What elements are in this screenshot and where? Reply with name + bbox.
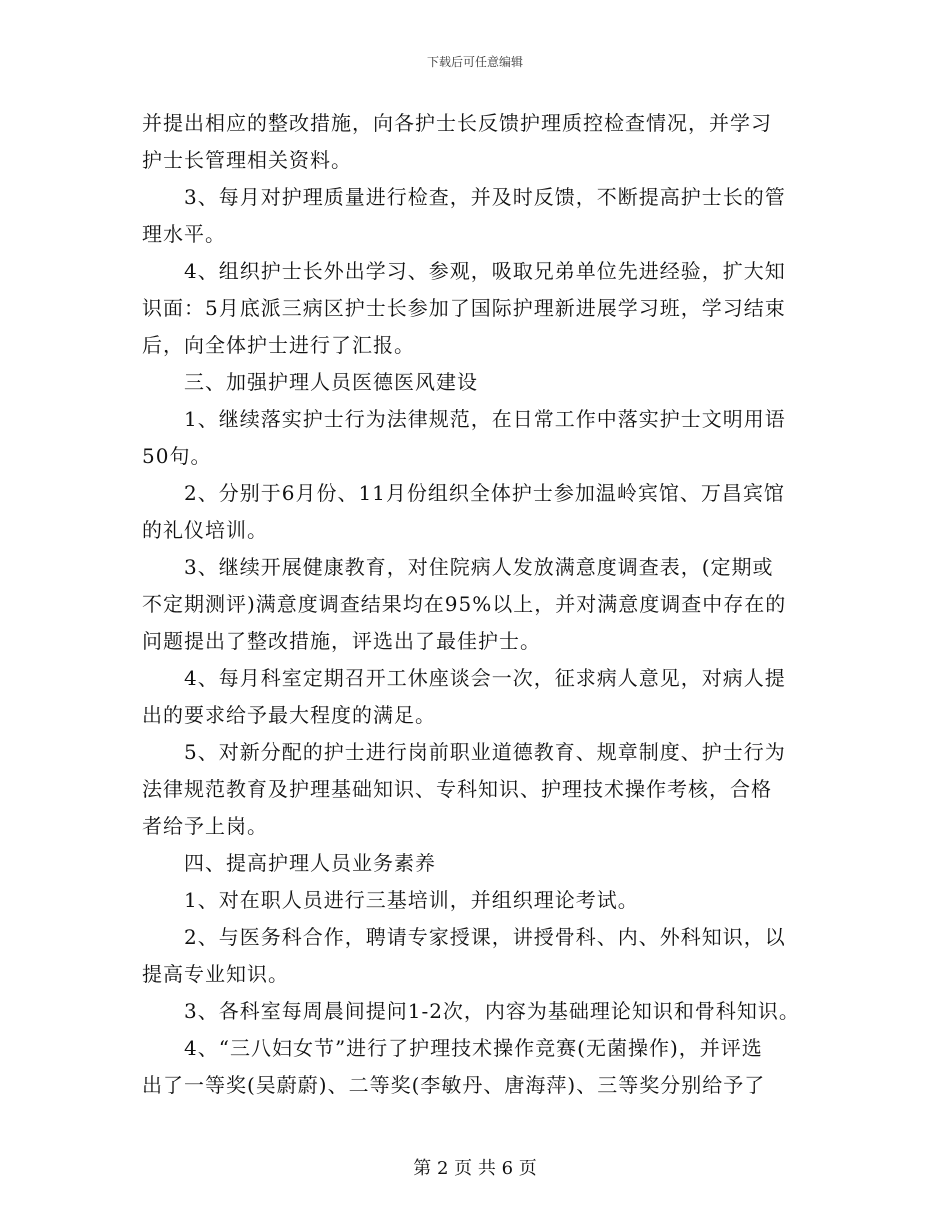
- text-line: 三、加强护理人员医德医风建设: [184, 370, 478, 394]
- text-line: 1、对在职人员进行三基培训，并组织理论考试。: [184, 888, 639, 912]
- text-line: 3、各科室每周晨间提问1-2次，内容为基础理论知识和骨科知识。: [184, 999, 800, 1023]
- text-line: 四、提高护理人员业务素养: [184, 851, 436, 875]
- text-line: 后，向全体护士进行了汇报。: [142, 333, 415, 357]
- document-body: [142, 105, 822, 1104]
- text-line: 提高专业知识。: [142, 962, 289, 986]
- text-line: 3、每月对护理质量进行检查，并及时反馈，不断提高护士长的管: [184, 185, 786, 209]
- text-line: 4、“三八妇女节”进行了护理技术操作竞赛(无菌操作)，并评选: [184, 1036, 763, 1060]
- text-line: 者给予上岗。: [142, 814, 268, 838]
- text-line: 出的要求给予最大程度的满足。: [142, 703, 436, 727]
- page-number: 第 2 页 共 6 页: [413, 1158, 537, 1179]
- text-line: 50句。: [142, 444, 212, 468]
- text-line: 5、对新分配的护士进行岗前职业道德教育、规章制度、护士行为: [184, 740, 786, 764]
- text-line: 并提出相应的整改措施，向各护士长反馈护理质控检查情况，并学习: [142, 111, 772, 135]
- text-line: 法律规范教育及护理基础知识、专科知识、护理技术操作考核，合格: [142, 777, 772, 801]
- text-line: 出了一等奖(吴蔚蔚)、二等奖(李敏丹、唐海萍)、三等奖分别给予了: [142, 1073, 766, 1097]
- page-header: 下载后可任意编辑: [426, 55, 523, 69]
- text-line: 问题提出了整改措施，评选出了最佳护士。: [142, 629, 541, 653]
- text-line: 3、继续开展健康教育，对住院病人发放满意度调查表，(定期或: [184, 555, 774, 579]
- text-line: 的礼仪培训。: [142, 518, 268, 542]
- text-line: 护士长管理相关资料。: [142, 148, 352, 172]
- text-line: 2、与医务科合作，聘请专家授课，讲授骨科、内、外科知识，以: [184, 925, 786, 949]
- text-line: 理水平。: [142, 222, 226, 246]
- text-line: 4、组织护士长外出学习、参观，吸取兄弟单位先进经验，扩大知: [184, 259, 786, 283]
- text-line: 不定期测评)满意度调查结果均在95%以上，并对满意度调查中存在的: [142, 592, 787, 616]
- text-line: 识面：5月底派三病区护士长参加了国际护理新进展学习班，学习结束: [142, 296, 786, 320]
- text-line: 4、每月科室定期召开工休座谈会一次，征求病人意见，对病人提: [184, 666, 786, 690]
- text-line: 1、继续落实护士行为法律规范，在日常工作中落实护士文明用语: [184, 407, 786, 431]
- text-line: 2、分别于6月份、11月份组织全体护士参加温岭宾馆、万昌宾馆: [184, 481, 785, 505]
